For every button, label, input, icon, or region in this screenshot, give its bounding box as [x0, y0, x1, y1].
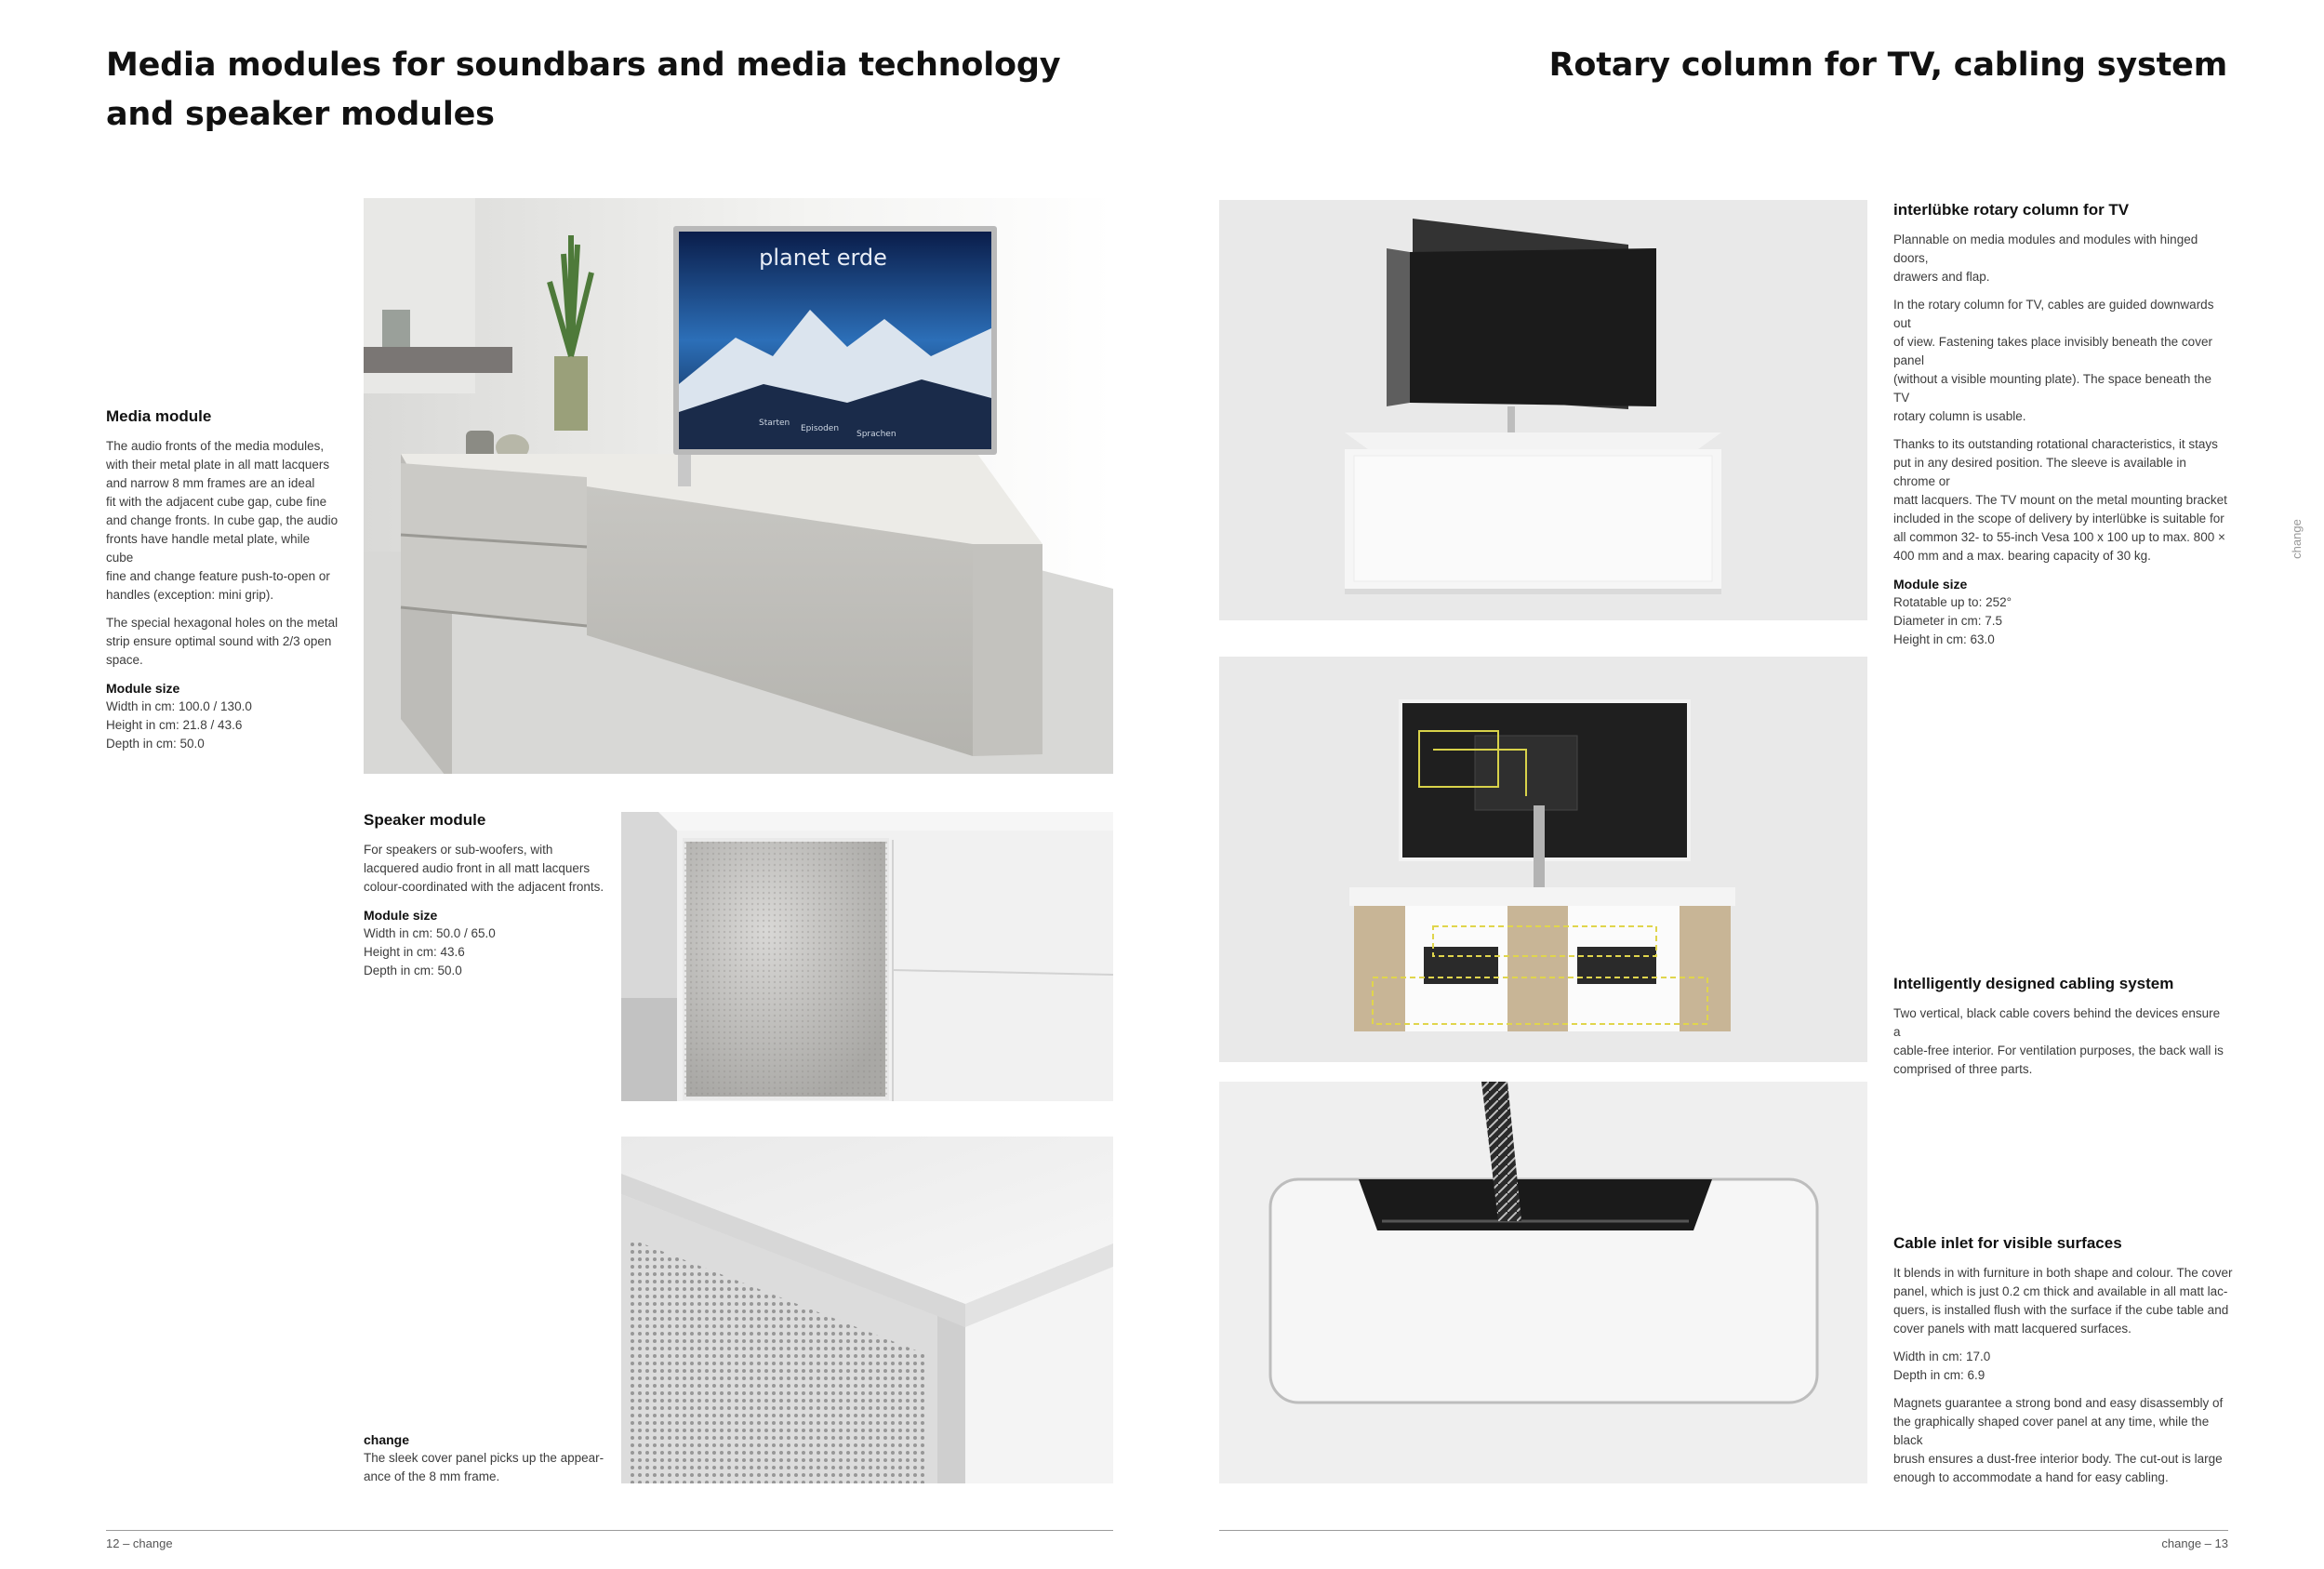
media-module-heading: Media module [106, 407, 212, 425]
side-chapter-label: change [2289, 519, 2304, 559]
cabling-system-text [1893, 975, 2228, 1088]
media-module-depth: Depth in cm: 50.0 [106, 737, 205, 751]
rotary-diameter: Diameter in cm: 7.5 [1893, 614, 2003, 628]
speaker-module-depth: Depth in cm: 50.0 [364, 964, 462, 977]
rotary-column-heading: interlübke rotary column for TV [1893, 201, 2130, 219]
cable-inlet-paragraph-2: Magnets guarantee a strong bond and easy disassembly of the graphically shaped cover panel at any time, while the black brush ensures a dust-free interior body. The cut-out is large enough to accommodate a hand for easy cabling. [1893, 1396, 2224, 1484]
rotary-column-text [1893, 201, 2228, 649]
rotary-paragraph-3: Thanks to its outstanding rotational characteristics, it stays put in any desired position. The sleeve is available in chrome or matt lacquers. The TV mount on the metal mounting bracket included in the scope of delivery by interlübke is suitable for all common 32- to 55-inch Vesa 100 x 100 up to max. 800 × 400 mm and a max. bearing capacity of 30 kg. [1893, 437, 2227, 563]
change-detail-illustration [621, 1137, 1113, 1483]
cabling-system-illustration [1219, 657, 1867, 1062]
cabling-paragraph: Two vertical, black cable covers behind the devices ensure a cable-free interior. For ventilation purposes, the back wall is comprised of three parts. [1893, 1006, 2224, 1076]
change-caption [364, 1430, 615, 1496]
rotary-column-photo [1219, 200, 1867, 620]
media-module-width: Width in cm: 100.0 / 130.0 [106, 699, 252, 713]
media-module-paragraph-2: The special hexagonal holes on the metal strip ensure optimal sound with 2/3 open space. [106, 616, 339, 667]
rotary-column-illustration [1219, 200, 1867, 620]
left-footer-rule [106, 1530, 1113, 1531]
media-module-height: Height in cm: 21.8 / 43.6 [106, 718, 243, 732]
cable-inlet-text [1893, 1234, 2238, 1496]
speaker-module-width: Width in cm: 50.0 / 65.0 [364, 926, 496, 940]
change-detail-photo [621, 1137, 1113, 1483]
cabling-system-heading: Intelligently designed cabling system [1893, 975, 2174, 992]
speaker-module-paragraph: For speakers or sub-woofers, with lacquered audio front in all matt lacquers colour-coordinated with the adjacent fronts. [364, 843, 604, 894]
rotary-paragraph-2: In the rotary column for TV, cables are guided downwards out of view. Fastening takes place invisibly beneath the cover panel (without a visible mounting plate). The space beneath the TV rotary column is usable. [1893, 298, 2214, 423]
speaker-module-photo [621, 812, 1113, 1101]
left-page-title: Media modules for soundbars and media technology and speaker modules [106, 47, 1061, 133]
tv-menu-item-3: Sprachen [857, 430, 896, 439]
tv-menu-item-2: Episoden [801, 424, 840, 433]
left-page-number: 12 – change [106, 1536, 173, 1550]
rotary-height: Height in cm: 63.0 [1893, 632, 1995, 646]
cabling-system-photo [1219, 657, 1867, 1062]
right-footer-rule [1219, 1530, 2228, 1531]
tv-screen-title: planet erde [759, 245, 887, 271]
speaker-module-height: Height in cm: 43.6 [364, 945, 465, 959]
cable-inlet-paragraph-1: It blends in with furniture in both shape and colour. The cover panel, which is just 0.2 cm thick and available in all matt lac- quers, is installed flush with the surface if the cube table and cover panels with matt lacquered surfaces. [1893, 1266, 2233, 1336]
speaker-module-heading: Speaker module [364, 811, 486, 829]
rotary-rotatable: Rotatable up to: 252° [1893, 595, 2012, 609]
right-page-title: Rotary column for TV, cabling system [1548, 47, 2227, 84]
change-text: The sleek cover panel picks up the appear- ance of the 8 mm frame. [364, 1451, 604, 1483]
speaker-module-size-label: Module size [364, 908, 438, 923]
cable-inlet-heading: Cable inlet for visible surfaces [1893, 1234, 2122, 1252]
tv-menu-item-1: Starten [759, 419, 790, 428]
rotary-size-label: Module size [1893, 577, 1968, 592]
speaker-module-illustration [621, 812, 1113, 1101]
media-module-size-label: Module size [106, 681, 180, 696]
media-module-text [106, 407, 339, 753]
cable-inlet-dimensions: Width in cm: 17.0 Depth in cm: 6.9 [1893, 1350, 1991, 1382]
media-module-paragraph-1: The audio fronts of the media modules, with their metal plate in all matt lacquers and narrow 8 mm frames are an ideal fit with the adjacent cube gap, cube fine and change fronts. In cube gap, the audio fronts have handle metal plate, while cube fine and change feature push-to-open or handles (exception: mini grip). [106, 439, 339, 602]
media-module-photo [364, 198, 1113, 774]
rotary-paragraph-1: Plannable on media modules and modules with hinged doors, drawers and flap. [1893, 233, 2198, 284]
right-page-number: change – 13 [2161, 1536, 2228, 1550]
speaker-module-text [364, 811, 610, 980]
cable-inlet-photo [1219, 1082, 1867, 1483]
media-module-photo-illustration [364, 198, 1113, 774]
change-heading: change [364, 1432, 410, 1447]
cable-inlet-illustration [1219, 1082, 1867, 1483]
